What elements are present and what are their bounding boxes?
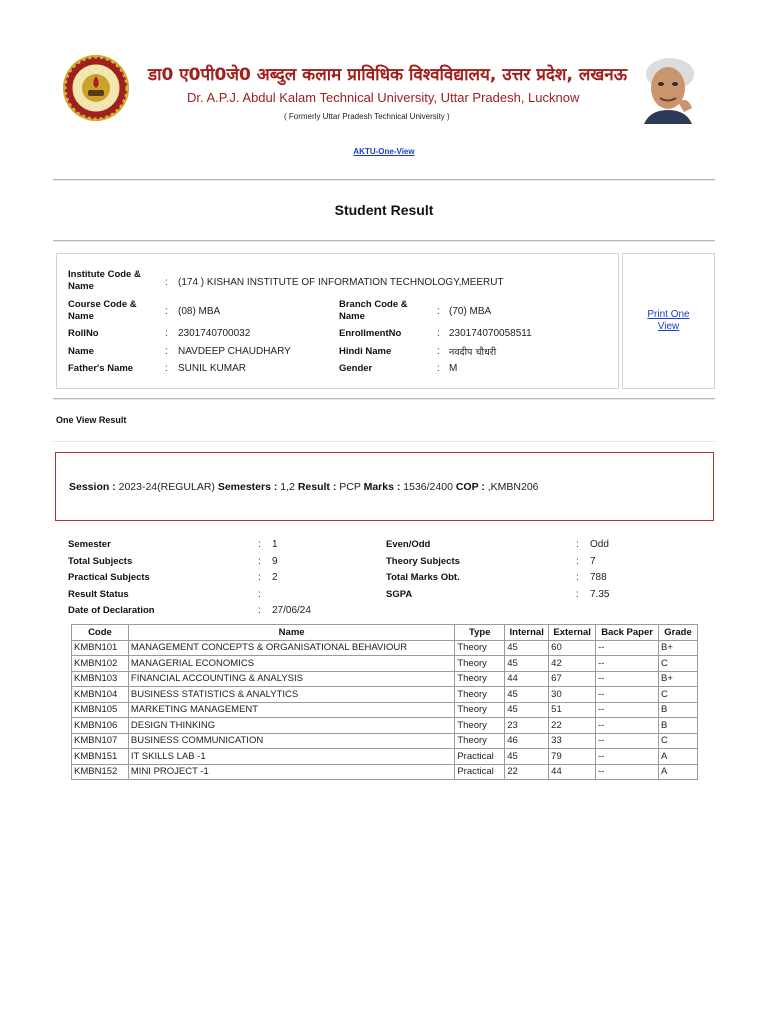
branch-label: Branch Code & Name <box>339 299 408 322</box>
result-value: PCP <box>339 481 361 493</box>
column-header: Internal <box>505 625 549 641</box>
table-cell: 22 <box>505 764 549 780</box>
divider <box>53 398 715 399</box>
aktu-one-view-link[interactable]: AKTU-One-View <box>353 147 415 156</box>
colon: : <box>576 572 579 583</box>
table-cell: IT SKILLS LAB -1 <box>128 749 454 765</box>
print-panel <box>622 253 715 389</box>
branch-value: (70) MBA <box>449 306 492 317</box>
colon: : <box>258 572 261 583</box>
table-cell: A <box>659 749 698 765</box>
table-cell: -- <box>596 687 659 703</box>
table-cell: -- <box>596 702 659 718</box>
practical-subjects-label: Practical Subjects <box>68 572 150 583</box>
table-cell: C <box>659 733 698 749</box>
table-cell: 42 <box>549 656 596 672</box>
table-cell: FINANCIAL ACCOUNTING & ANALYSIS <box>128 671 454 687</box>
divider <box>53 240 715 241</box>
student-details-panel <box>56 253 619 389</box>
enrollment-label: EnrollmentNo <box>339 328 402 339</box>
father-name-label: Father's Name <box>68 363 134 374</box>
cop-value: ,KMBN206 <box>487 481 539 493</box>
table-cell: 45 <box>505 656 549 672</box>
table-row <box>72 687 698 703</box>
colon: : <box>258 589 261 600</box>
table-cell: KMBN102 <box>72 656 129 672</box>
university-subtitle: ( Formerly Uttar Pradesh Technical University ) <box>284 112 450 121</box>
table-cell: Practical <box>455 764 505 780</box>
university-title-hindi: डा0 ए0पी0जे0 अब्दुल कलाम प्राविधिक विश्वविद्यालय, उत्तर प्रदेश, लखनऊ <box>148 65 628 85</box>
enrollment-value: 230174070058511 <box>449 328 532 339</box>
marks-label: Marks : <box>363 481 401 493</box>
table-cell: MANAGEMENT CONCEPTS & ORGANISATIONAL BEHAVIOUR <box>128 640 454 656</box>
table-cell: 45 <box>505 640 549 656</box>
table-cell: 44 <box>505 671 549 687</box>
table-cell: 60 <box>549 640 596 656</box>
even-odd-label: Even/Odd <box>386 539 431 550</box>
table-cell: 30 <box>549 687 596 703</box>
colon: : <box>258 539 261 550</box>
father-name-value: SUNIL KUMAR <box>178 363 246 374</box>
table-cell: Theory <box>455 702 505 718</box>
semester-value: 1 <box>272 539 278 550</box>
university-seal-icon <box>62 54 130 122</box>
colon: : <box>437 346 440 357</box>
gender-value: M <box>449 363 458 374</box>
cop-label: COP : <box>455 481 485 493</box>
table-cell: 45 <box>505 687 549 703</box>
column-header: Type <box>455 625 505 641</box>
marks-table <box>71 624 698 780</box>
result-label: Result : <box>297 481 337 493</box>
name-label: Name <box>68 346 94 357</box>
divider <box>53 179 715 180</box>
colon: : <box>165 306 168 317</box>
column-header: Grade <box>659 625 698 641</box>
sgpa-label: SGPA <box>386 589 413 600</box>
colon: : <box>576 589 579 600</box>
colon: : <box>165 346 168 357</box>
result-status-label: Result Status <box>68 589 129 600</box>
name-value: NAVDEEP CHAUDHARY <box>178 346 291 357</box>
table-cell: KMBN106 <box>72 718 129 734</box>
table-cell: 23 <box>505 718 549 734</box>
print-one-view-link[interactable]: Print One View <box>647 309 690 332</box>
declaration-date-label: Date of Declaration <box>68 605 155 616</box>
table-cell: 79 <box>549 749 596 765</box>
colon: : <box>258 556 261 567</box>
table-cell: 33 <box>549 733 596 749</box>
divider <box>53 441 715 442</box>
table-cell: Practical <box>455 749 505 765</box>
table-cell: MINI PROJECT -1 <box>128 764 454 780</box>
sgpa-value: 7.35 <box>590 589 610 600</box>
table-cell: -- <box>596 718 659 734</box>
semesters-label: Semesters : <box>217 481 278 493</box>
institute-value: (174 ) KISHAN INSTITUTE OF INFORMATION TECHNOLOGY,MEERUT <box>178 277 504 288</box>
table-cell: -- <box>596 749 659 765</box>
table-cell: -- <box>596 733 659 749</box>
column-header: Name <box>128 625 454 641</box>
colon: : <box>165 277 168 288</box>
rollno-label: RollNo <box>68 328 99 339</box>
course-label: Course Code & Name <box>68 299 137 322</box>
total-marks-value: 788 <box>590 572 607 583</box>
table-row <box>72 718 698 734</box>
declaration-date-value: 27/06/24 <box>272 605 311 616</box>
table-cell: B+ <box>659 640 698 656</box>
session-value: 2023-24(REGULAR) <box>118 481 215 493</box>
table-cell: -- <box>596 764 659 780</box>
table-row <box>72 656 698 672</box>
table-row <box>72 733 698 749</box>
table-row <box>72 764 698 780</box>
table-cell: 46 <box>505 733 549 749</box>
marks-value: 1536/2400 <box>403 481 453 493</box>
gender-label: Gender <box>339 363 373 374</box>
table-cell: 67 <box>549 671 596 687</box>
hindi-name-label: Hindi Name <box>339 346 392 357</box>
table-header-row <box>72 625 698 641</box>
table-cell: Theory <box>455 656 505 672</box>
colon: : <box>437 363 440 374</box>
semesters-value: 1,2 <box>280 481 295 493</box>
table-row <box>72 671 698 687</box>
table-cell: C <box>659 687 698 703</box>
table-cell: KMBN105 <box>72 702 129 718</box>
table-cell: Theory <box>455 687 505 703</box>
theory-subjects-value: 7 <box>590 556 596 567</box>
colon: : <box>437 306 440 317</box>
table-cell: DESIGN THINKING <box>128 718 454 734</box>
table-cell: 44 <box>549 764 596 780</box>
table-cell: Theory <box>455 733 505 749</box>
total-subjects-label: Total Subjects <box>68 556 133 567</box>
table-row <box>72 640 698 656</box>
session-label: Session : <box>69 481 116 493</box>
table-cell: A <box>659 764 698 780</box>
table-cell: B+ <box>659 671 698 687</box>
institute-label: Institute Code & Name <box>68 269 141 292</box>
table-cell: MANAGERIAL ECONOMICS <box>128 656 454 672</box>
even-odd-value: Odd <box>590 539 609 550</box>
table-cell: KMBN103 <box>72 671 129 687</box>
column-header: Code <box>72 625 129 641</box>
colon: : <box>576 556 579 567</box>
total-marks-label: Total Marks Obt. <box>386 572 460 583</box>
table-cell: 45 <box>505 702 549 718</box>
table-cell: Theory <box>455 640 505 656</box>
colon: : <box>165 328 168 339</box>
table-cell: BUSINESS STATISTICS & ANALYTICS <box>128 687 454 703</box>
table-cell: -- <box>596 656 659 672</box>
table-cell: BUSINESS COMMUNICATION <box>128 733 454 749</box>
table-cell: 22 <box>549 718 596 734</box>
session-summary-panel <box>55 452 714 521</box>
one-view-result-heading: One View Result <box>56 415 127 425</box>
university-title-english: Dr. A.P.J. Abdul Kalam Technical University, Uttar Pradesh, Lucknow <box>187 90 580 105</box>
practical-subjects-value: 2 <box>272 572 278 583</box>
rollno-value: 2301740700032 <box>178 328 251 339</box>
table-cell: Theory <box>455 718 505 734</box>
portrait-icon <box>632 52 704 124</box>
table-row <box>72 702 698 718</box>
table-cell: B <box>659 718 698 734</box>
total-subjects-value: 9 <box>272 556 278 567</box>
table-cell: 51 <box>549 702 596 718</box>
colon: : <box>258 605 261 616</box>
theory-subjects-label: Theory Subjects <box>386 556 460 567</box>
course-value: (08) MBA <box>178 306 221 317</box>
table-cell: KMBN151 <box>72 749 129 765</box>
table-cell: KMBN107 <box>72 733 129 749</box>
table-cell: C <box>659 656 698 672</box>
table-cell: 45 <box>505 749 549 765</box>
table-row <box>72 749 698 765</box>
column-header: Back Paper <box>596 625 659 641</box>
table-cell: KMBN104 <box>72 687 129 703</box>
table-cell: MARKETING MANAGEMENT <box>128 702 454 718</box>
column-header: External <box>549 625 596 641</box>
table-cell: KMBN101 <box>72 640 129 656</box>
table-cell: KMBN152 <box>72 764 129 780</box>
colon: : <box>165 363 168 374</box>
colon: : <box>576 539 579 550</box>
table-cell: Theory <box>455 671 505 687</box>
table-cell: -- <box>596 640 659 656</box>
semester-label: Semester <box>68 539 111 550</box>
session-summary-line <box>69 481 539 493</box>
page-title: Student Result <box>334 202 434 218</box>
table-cell: -- <box>596 671 659 687</box>
table-cell: B <box>659 702 698 718</box>
hindi-name-value: नवदीप चौधरी <box>449 347 497 358</box>
colon: : <box>437 328 440 339</box>
